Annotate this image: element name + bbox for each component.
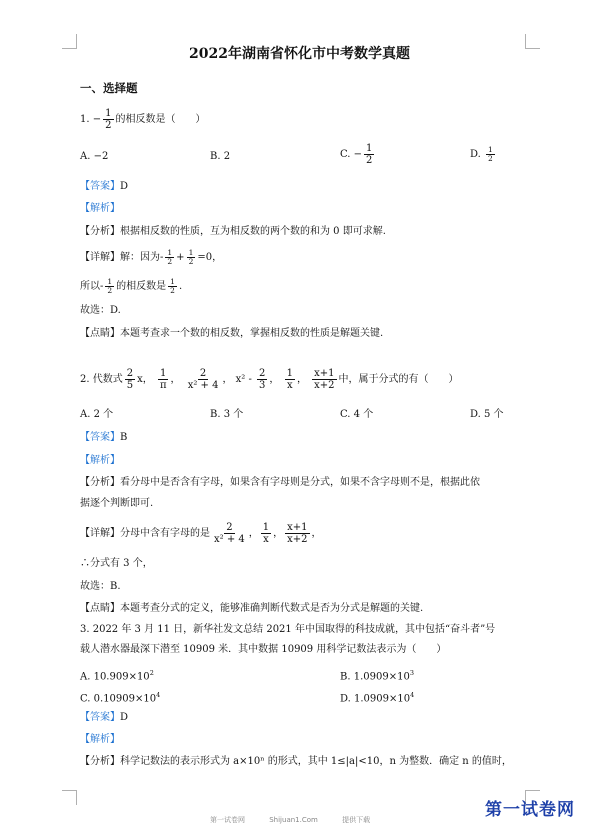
q2-dianjing: 【点睛】本题考查分式的定义，能够准确判断代数式是否为分式是解题的关键. [80, 603, 424, 614]
q2-option-c: C. 4 个 [340, 409, 374, 420]
q1-dianjing: 【点睛】本题考查求一个数的相反数，掌握相反数的性质是解题关键. [80, 328, 384, 339]
q3-option-a: A. $10.909\times 10^2$ [80, 669, 154, 683]
question-3-line-1: 3. 2022 年 3 月 11 日，新华社发文总结 2021 年中国取得的科技成就，其中包括“奋斗者”号 [80, 624, 496, 635]
q2-option-d: D. 5 个 [470, 409, 504, 420]
q1-option-a: A. −2 [80, 151, 109, 162]
q1-answer: 【答案】D [80, 181, 129, 192]
page-title: 2022年湖南省怀化市中考数学真题 [189, 46, 410, 62]
q1-option-c: C. − $\frac{1}{2}$ [340, 143, 373, 166]
q1-jiexi: 【解析】 [80, 203, 120, 214]
footer-site-name: 第一试卷网 [210, 816, 245, 824]
q2-guxuan: 故选：B. [80, 581, 121, 592]
footer-site-url[interactable]: Shijuan1.Com [269, 816, 318, 824]
q2-option-a: A. 2 个 [80, 409, 114, 420]
q1-suoyi: 所以- $\frac{1}{2}$ 的相反数是 $\frac{1}{2}$ . [80, 277, 183, 295]
q1-option-b: B. 2 [210, 151, 231, 162]
brand-logo: 第一试卷网 [485, 800, 575, 820]
q2-jiexi: 【解析】 [80, 455, 120, 466]
section-heading: 一、选择题 [80, 81, 138, 95]
q2-fenxi-1: 【分析】看分母中是否含有字母，如果含有字母则是分式，如果不含字母则不是，根据此依 [80, 477, 480, 488]
q3-option-c: C. $0.10909\times 10^4$ [80, 691, 161, 705]
q3-option-b: B. $1.0909\times 10^3$ [340, 669, 414, 683]
footer-download: 提供下载 [342, 816, 371, 824]
q1-fenxi: 【分析】根据相反数的性质，互为相反数的两个数的和为 0 即可求解. [80, 226, 386, 237]
q1-option-d: D. $\frac{1}{2}$ [470, 145, 493, 163]
q3-fenxi: 【分析】科学记数法的表示形式为 a×10ⁿ 的形式，其中 1≤|a|<10，n 为整数．确定 n 的值时， [80, 756, 512, 767]
q2-fenxi-2: 据逐个判断即可. [80, 498, 154, 509]
q2-option-b: B. 3 个 [210, 409, 244, 420]
question-2: 2. 代数式 $\frac{2}{5}$ x， $\frac{1}{\pi}$ ， $\frac{2}{\text{x² + 4}}$ ， x² - $\frac{2}{3}$ ， $\frac{1}{x}$ ， $\frac{x+1}{x+2}$ 中，属于分式的有（ ） [80, 368, 459, 391]
question-3-line-2: 载人潜水器最深下潜至 10909 米．其中数据 10909 用科学记数法表示为（ ） [80, 644, 447, 655]
q2-answer: 【答案】B [80, 432, 128, 443]
q3-jiexi: 【解析】 [80, 734, 120, 745]
q3-option-d: D. $1.0909\times 10^4$ [340, 691, 415, 705]
question-1: 1. − $\frac{1}{2}$ 的相反数是（ ） [80, 108, 206, 131]
q2-xiangjie: 【详解】分母中含有字母的是 $\frac{2}{\text{x² + 4}}$ ， $\frac{1}{x}$ ， $\frac{x+1}{x+2}$ ， [80, 522, 322, 545]
q2-therefore: ∴分式有 3 个， [80, 558, 153, 569]
corner-mark-bottom-left [62, 790, 77, 805]
q1-guxuan: 故选：D. [80, 305, 121, 316]
q3-answer: 【答案】D [80, 712, 129, 723]
q1-xiangjie: 【详解】解：因为- $\frac{1}{2}$ + $\frac{1}{2}$ =0， [80, 248, 223, 266]
page-footer [210, 815, 392, 825]
